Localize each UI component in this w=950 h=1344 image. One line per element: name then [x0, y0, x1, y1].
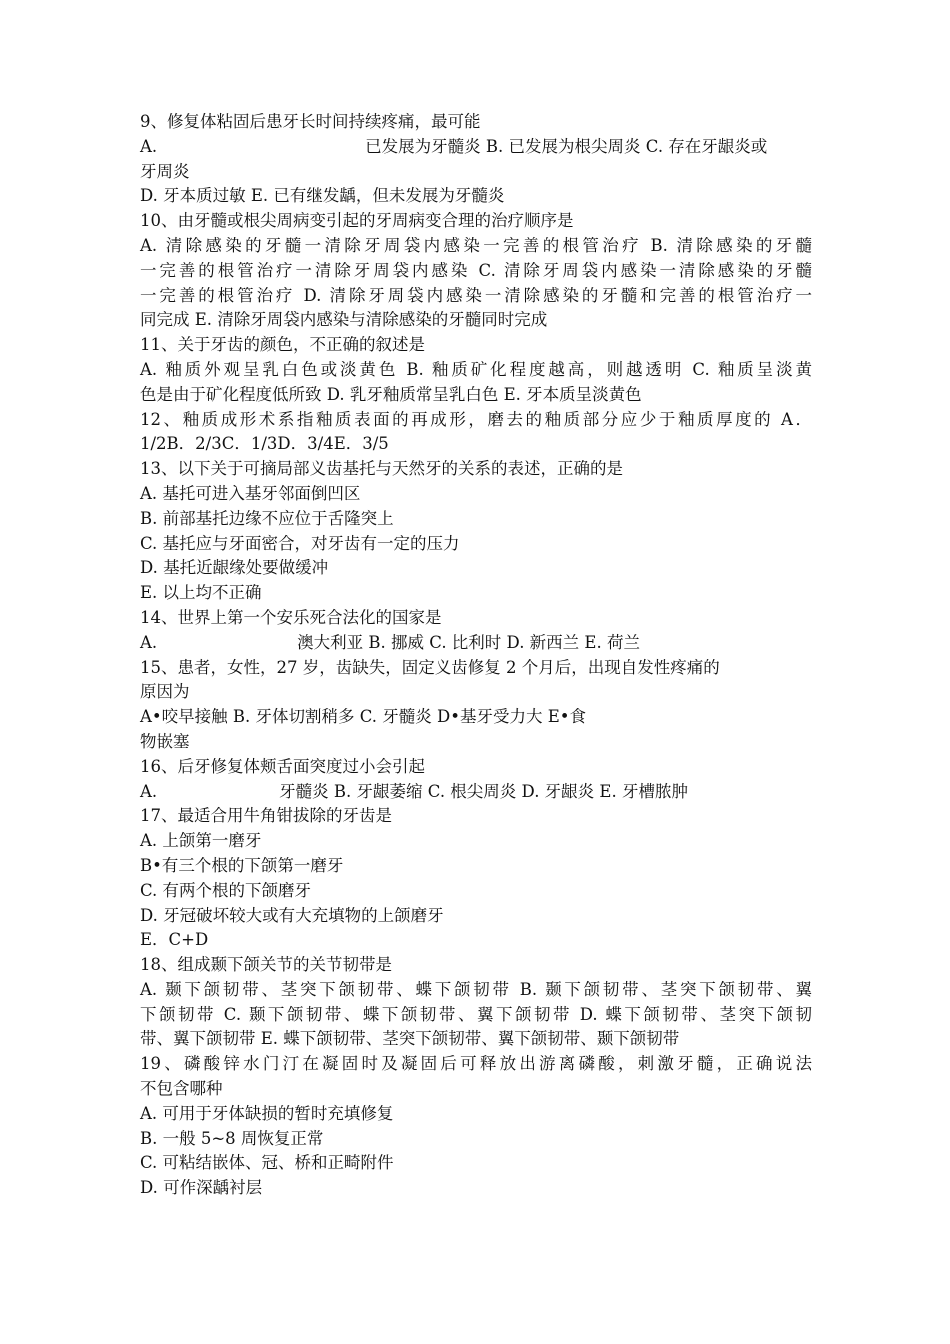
text-line: B•有三个根的下颌第一磨牙	[140, 855, 344, 875]
text-line: B. 前部基托边缘不应位于舌隆突上	[140, 508, 394, 528]
text-line: D. 可作深龋衬层	[140, 1178, 263, 1198]
text-line: 12、釉质成形术系指釉质表面的再成形，磨去的釉质部分应少于釉质厚度的 A．	[140, 409, 812, 429]
text-line: 17、最适合用牛角钳拔除的牙齿是	[140, 806, 392, 826]
text-line: A. 清除感染的牙髓一清除牙周袋内感染一完善的根管治疗 B. 清除感染的牙髓	[140, 235, 812, 255]
text-line: A. 颞下颌韧带、茎突下颌韧带、蝶下颌韧带 B. 颞下颌韧带、茎突下颌韧带、翼	[140, 979, 812, 999]
text-line: 牙周炎	[140, 161, 190, 181]
text-line: C. 可粘结嵌体、冠、桥和正畸附件	[140, 1153, 394, 1173]
text-line: 带、翼下颌韧带 E. 蝶下颌韧带、茎突下颌韧带、翼下颌韧带、颞下颌韧带	[140, 1029, 680, 1049]
document-page	[140, 110, 812, 1201]
text-line: 下颌韧带 C. 颞下颌韧带、蝶下颌韧带、翼下颌韧带 D. 蝶下颌韧带、茎突下颌韧	[140, 1004, 812, 1024]
text-line: A. 可用于牙体缺损的暂时充填修复	[140, 1103, 394, 1123]
text-line: C. 有两个根的下颌磨牙	[140, 880, 312, 900]
option-label: A.	[140, 781, 158, 801]
text-line: E．C+D	[140, 930, 209, 950]
text-line: 11、关于牙齿的颜色，不正确的叙述是	[140, 335, 425, 355]
option-text: 牙髓炎 B. 牙龈萎缩 C. 根尖周炎 D. 牙龈炎 E. 牙槽脓肿	[279, 781, 688, 801]
text-line: 一完善的根管治疗一清除牙周袋内感染 C. 清除牙周袋内感染一清除感染的牙髓	[140, 260, 812, 280]
option-text: 澳大利亚 B. 挪威 C. 比利时 D. 新西兰 E. 荷兰	[297, 632, 640, 652]
text-line: 不包含哪种	[140, 1079, 223, 1099]
text-line: 物嵌塞	[140, 731, 190, 751]
text-line	[140, 780, 812, 805]
text-line: C. 基托应与牙面密合，对牙齿有一定的压力	[140, 533, 460, 553]
text-line: 1/2B．2/3C．1/3D．3/4E．3/5	[140, 434, 389, 454]
text-line: B. 一般 5~8 周恢复正常	[140, 1128, 324, 1148]
text-line: D. 牙本质过敏 E. 已有继发龋，但未发展为牙髓炎	[140, 186, 505, 206]
text-line: 9、修复体粘固后患牙长时间持续疼痛，最可能	[140, 112, 481, 131]
text-line: 原因为	[140, 682, 190, 702]
text-line	[140, 631, 812, 656]
text-line: 一完善的根管治疗 D. 清除牙周袋内感染一清除感染的牙髓和完善的根管治疗一	[140, 285, 812, 305]
text-line: 16、后牙修复体颊舌面突度过小会引起	[140, 756, 425, 776]
text-line: 15、患者，女性，27 岁，齿缺失，固定义齿修复 2 个月后，出现自发性疼痛的	[140, 657, 720, 677]
text-line	[140, 135, 812, 160]
text-line: A. 基托可进入基牙邻面倒凹区	[140, 483, 361, 503]
option-label: A.	[140, 136, 158, 156]
text-line: E. 以上均不正确	[140, 583, 262, 603]
text-line: 13、以下关于可摘局部义齿基托与天然牙的关系的表述，正确的是	[140, 459, 623, 479]
text-line: D. 牙冠破坏较大或有大充填物的上颌磨牙	[140, 905, 444, 925]
text-line: 18、组成颞下颌关节的关节韧带是	[140, 955, 392, 975]
text-line: 19、磷酸锌水门汀在凝固时及凝固后可释放出游离磷酸，刺激牙髓，正确说法	[140, 1054, 812, 1074]
text-line: A. 釉质外观呈乳白色或淡黄色 B. 釉质矿化程度越高，则越透明 C. 釉质呈淡黄	[140, 359, 812, 379]
text-line: 同完成 E. 清除牙周袋内感染与清除感染的牙髓同时完成	[140, 310, 548, 330]
text-line: 色是由于矿化程度低所致 D. 乳牙釉质常呈乳白色 E. 牙本质呈淡黄色	[140, 384, 642, 404]
text-line: 10、由牙髓或根尖周病变引起的牙周病变合理的治疗顺序是	[140, 211, 574, 231]
text-line: A•咬早接触 B. 牙体切割稍多 C. 牙髓炎 D•基牙受力大 E•食	[140, 707, 587, 727]
text-line: A. 上颌第一磨牙	[140, 831, 262, 851]
option-text: 已发展为牙髓炎 B. 已发展为根尖周炎 C. 存在牙龈炎或	[365, 136, 768, 156]
text-line: D. 基托近龈缘处要做缓冲	[140, 558, 329, 578]
text-line: 14、世界上第一个安乐死合法化的国家是	[140, 607, 442, 627]
option-label: A.	[140, 632, 158, 652]
